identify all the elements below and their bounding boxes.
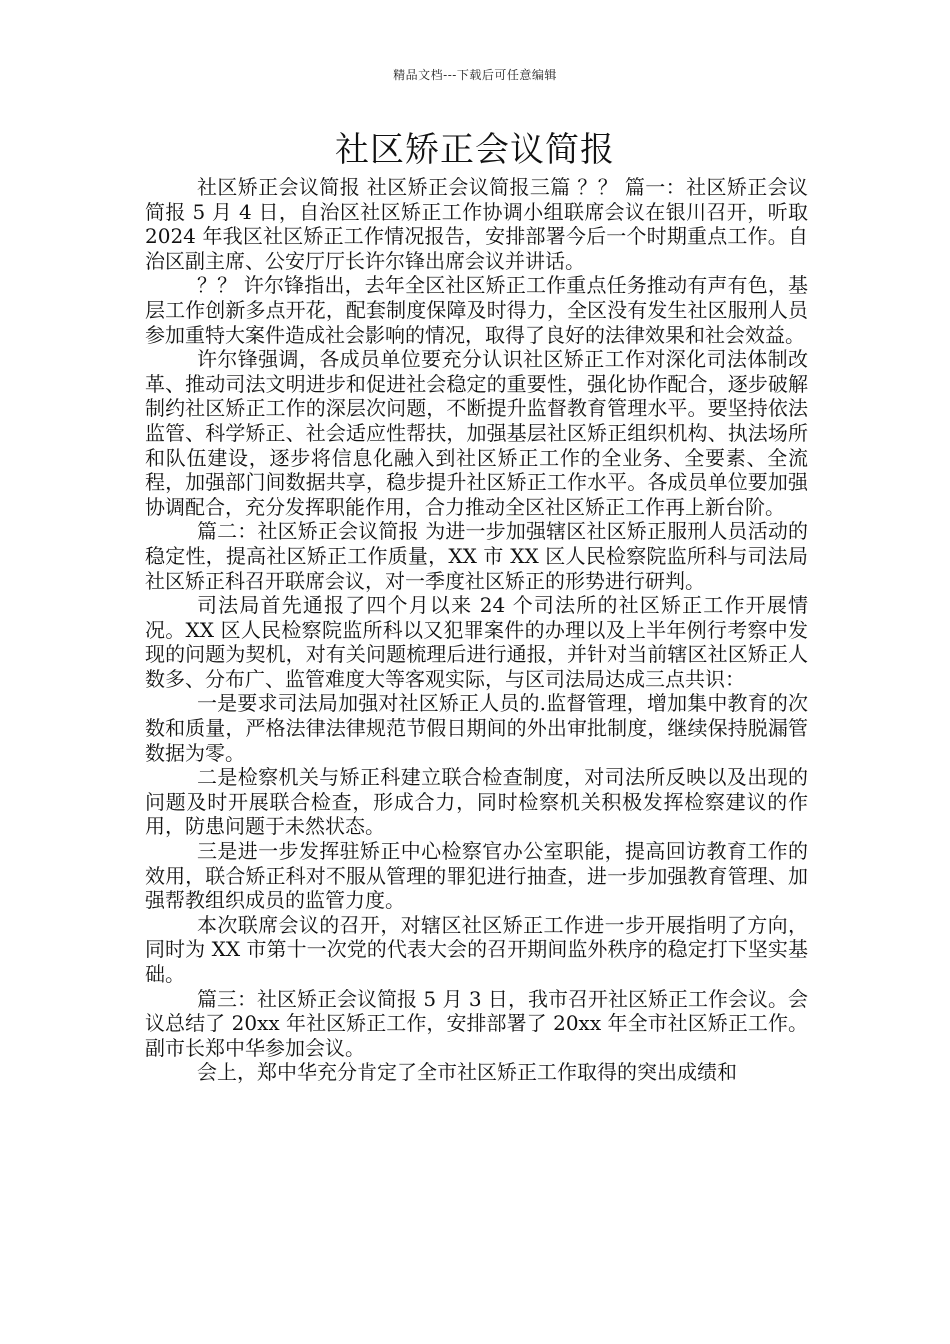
paragraph: 篇二：社区矫正会议简报 为进一步加强辖区社区矫正服刑人员活动的稳定性，提高社区矫正工作质量，XX 市 XX 区人民检察院监所科与司法局社区矫正科召开联席会议，对一季度社区矫正的形势进行研判。 [145, 519, 808, 593]
paragraph: 社区矫正会议简报 社区矫正会议简报三篇 ？？ 篇一：社区矫正会议简报 5 月 4 日，自治区社区矫正工作协调小组联席会议在银川召开，听取 2024 年我区社区矫正工作情况报告，安排部署今后一个时期重点工作。自治区副主席、公安厅厅长许尔锋出席会议并讲话。 [145, 175, 808, 273]
paragraph: 二是检察机关与矫正科建立联合检查制度，对司法所反映以及出现的问题及时开展联合检查，形成合力，同时检察机关积极发挥检察建议的作用，防患问题于未然状态。 [145, 765, 808, 839]
paragraph: 会上，郑中华充分肯定了全市社区矫正工作取得的突出成绩和 [197, 1060, 737, 1085]
document-title: 社区矫正会议简报 [335, 130, 615, 170]
paragraph: 三是进一步发挥驻矫正中心检察官办公室职能，提高回访教育工作的效用，联合矫正科对不服从管理的罪犯进行抽查，进一步加强教育管理、加强帮教组织成员的监管力度。 [145, 839, 808, 913]
paragraph: 一是要求司法局加强对社区矫正人员的.监督管理，增加集中教育的次数和质量，严格法律法律规范节假日期间的外出审批制度，继续保持脱漏管数据为零。 [145, 691, 808, 765]
paragraph: 本次联席会议的召开，对辖区社区矫正工作进一步开展指明了方向，同时为 XX 市第十一次党的代表大会的召开期间监外秩序的稳定打下坚实基础。 [145, 912, 808, 986]
paragraph: 篇三：社区矫正会议简报 5 月 3 日，我市召开社区矫正工作会议。会议总结了 20xx 年社区矫正工作，安排部署了 20xx 年全市社区矫正工作。副市长郑中华参加会议。 [145, 986, 808, 1060]
paragraph: ？？ 许尔锋指出，去年全区社区矫正工作重点任务推动有声有色，基层工作创新多点开花，配套制度保障及时得力，全区没有发生社区服刑人员参加重特大案件造成社会影响的情况，取得了良好的法律效果和社会效益。 [145, 273, 808, 347]
paragraph: 司法局首先通报了四个月以来 24 个司法所的社区矫正工作开展情况。XX 区人民检察院监所科以又犯罪案件的办理以及上半年例行考察中发现的问题为契机，对有关问题梳理后进行通报，并针对当前辖区社区矫正人数多、分布广、监管难度大等客观实际，与区司法局达成三点共识： [145, 593, 808, 691]
paragraph: 许尔锋强调，各成员单位要充分认识社区矫正工作对深化司法体制改革、推动司法文明进步和促进社会稳定的重要性，强化协作配合，逐步破解制约社区矫正工作的深层次问题，不断提升监督教育管理水平。要坚持依法监管、科学矫正、社会适应性帮扶，加强基层社区矫正组织机构、执法场所和队伍建设，逐步将信息化融入到社区矫正工作的全业务、全要素、全流程，加强部门间数据共享，稳步提升社区矫正工作水平。各成员单位要加强协调配合，充分发挥职能作用，合力推动全区社区矫正工作再上新台阶。 [145, 347, 808, 519]
document-body [145, 175, 808, 1085]
page-header: 精品文档---下载后可任意编辑 [393, 68, 557, 82]
